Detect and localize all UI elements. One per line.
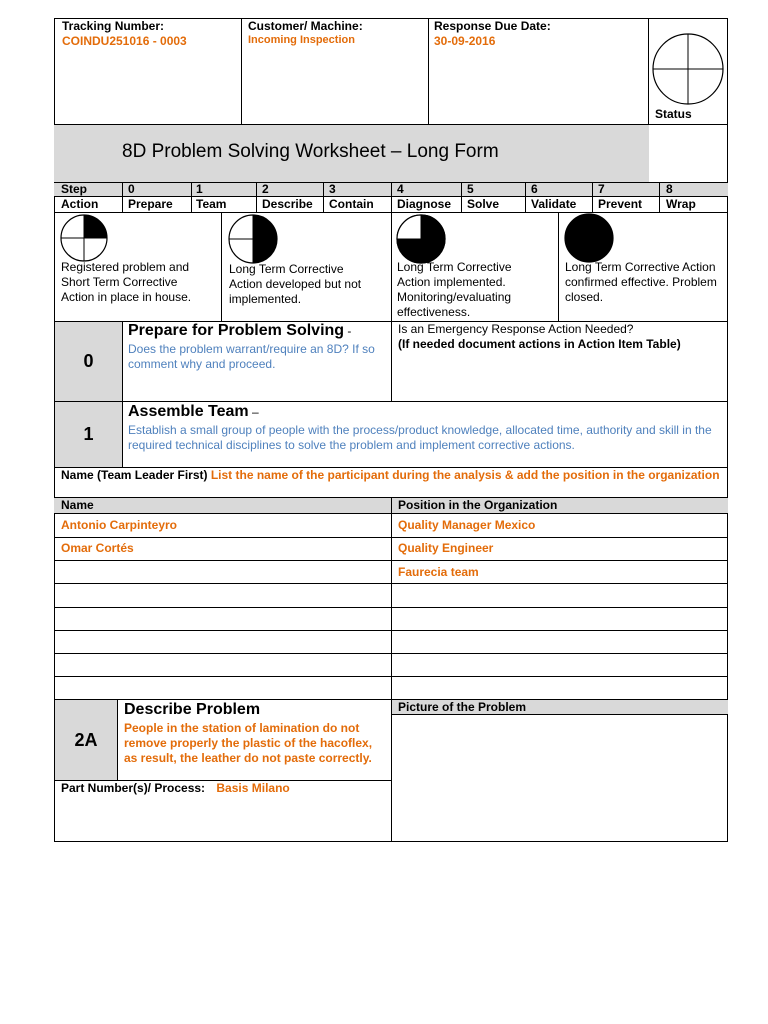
- table-row: [54, 607, 728, 608]
- member-position: Quality Engineer: [398, 541, 494, 555]
- legend-text: Long Term Corrective Action implemented. Monitoring/evaluating effectiveness.: [397, 260, 512, 319]
- step-number: 3: [329, 182, 336, 196]
- step-divider: [592, 182, 593, 197]
- section2a-divider: [117, 700, 118, 780]
- member-position: Faurecia team: [398, 565, 479, 579]
- action-divider: [525, 196, 526, 212]
- half-filled-circle-icon: [227, 213, 279, 265]
- page-title: 8D Problem Solving Worksheet – Long Form: [122, 141, 499, 162]
- due-date-cell: [428, 18, 649, 124]
- title-bar: [54, 124, 649, 182]
- action-wrap: Wrap: [666, 197, 696, 211]
- action-divider: [122, 196, 123, 212]
- section0-heading-suffix: -: [344, 324, 352, 338]
- step-number: 1: [196, 182, 203, 196]
- section2a-number: 2A: [74, 730, 98, 750]
- member-name: Omar Cortés: [61, 541, 134, 555]
- step-number: 5: [467, 182, 474, 196]
- team-table-divider: [391, 497, 392, 700]
- section0-title: [128, 322, 351, 340]
- action-solve: Solve: [467, 197, 500, 211]
- section1-divider: [122, 402, 123, 467]
- full-filled-circle-icon: [563, 212, 615, 264]
- step-divider: [256, 182, 257, 197]
- section0-divider: [391, 322, 392, 402]
- team-name-instruction: [61, 468, 721, 483]
- table-row: [54, 537, 728, 538]
- table-row: [54, 653, 728, 654]
- step-number: 0: [128, 182, 135, 196]
- status-cell: [648, 18, 728, 183]
- three-quarter-filled-circle-icon: [395, 213, 447, 265]
- section0-number-cell: [55, 322, 122, 401]
- section0-heading: Prepare for Problem Solving: [128, 322, 345, 339]
- emergency-question: Is an Emergency Response Action Needed?: [398, 322, 634, 336]
- legend-item: [559, 212, 728, 322]
- quarter-filled-circle-icon: [59, 213, 109, 263]
- action-validate: Validate: [531, 197, 577, 211]
- part-number-value: Basis Milano: [216, 781, 290, 795]
- step-label: Step: [61, 182, 88, 196]
- section1-number: 1: [83, 424, 94, 444]
- section1-heading-suffix: –: [248, 405, 259, 419]
- action-prevent: Prevent: [598, 197, 643, 211]
- section0-number: 0: [83, 351, 94, 371]
- tracking-value: COINDU251016 - 0003: [62, 34, 187, 48]
- section0-divider: [122, 322, 123, 402]
- section2a-heading: Describe Problem: [124, 701, 261, 718]
- action-divider: [256, 196, 257, 212]
- action-contain: Contain: [329, 197, 374, 211]
- member-position: Quality Manager Mexico: [398, 518, 536, 532]
- legend-item: [222, 212, 391, 322]
- col-name-header: Name: [61, 498, 94, 512]
- section2a-number-cell: [55, 700, 117, 780]
- legend-item: [392, 212, 558, 322]
- part-number-label: Part Number(s)/ Process:: [61, 781, 206, 795]
- due-date-value: 30-09-2016: [434, 34, 496, 48]
- section1-number-cell: [55, 402, 122, 467]
- tracking-cell: [54, 18, 242, 124]
- step-number: 6: [531, 182, 538, 196]
- legend-text: Long Term Corrective Action confirmed effective. Problem closed.: [565, 260, 717, 304]
- customer-cell: [241, 18, 429, 124]
- action-divider: [592, 196, 593, 212]
- action-divider: [659, 196, 660, 212]
- table-row: [54, 560, 728, 561]
- team-name-note: List the name of the participant during the analysis & add the position in the organization: [207, 468, 720, 482]
- customer-value: Incoming Inspection: [248, 34, 355, 46]
- member-name: Antonio Carpinteyro: [61, 518, 177, 532]
- table-row: [54, 630, 728, 631]
- section1-title: [128, 403, 259, 421]
- action-prepare: Prepare: [128, 197, 173, 211]
- step-divider: [122, 182, 123, 197]
- section1-heading: Assemble Team: [128, 403, 249, 420]
- step-divider: [323, 182, 324, 197]
- action-divider: [391, 196, 392, 212]
- action-team: Team: [196, 197, 227, 211]
- status-label: Status: [655, 107, 692, 121]
- col-position-header: Position in the Organization: [398, 498, 558, 512]
- step-divider: [659, 182, 660, 197]
- table-row: [54, 513, 728, 514]
- legend-text: Registered problem and Short Term Corrective Action in place in house.: [61, 260, 192, 304]
- emergency-note: (If needed document actions in Action Item Table): [398, 337, 681, 351]
- step-number: 4: [397, 182, 404, 196]
- table-row: [54, 583, 728, 584]
- legend-item: [54, 212, 221, 322]
- section2a-divider: [391, 700, 392, 842]
- part-number-line: [61, 781, 290, 795]
- step-divider: [525, 182, 526, 197]
- tracking-label: Tracking Number:: [62, 19, 165, 33]
- action-divider: [461, 196, 462, 212]
- step-divider: [191, 182, 192, 197]
- action-divider: [323, 196, 324, 212]
- step-divider: [391, 182, 392, 197]
- step-number: 2: [262, 182, 269, 196]
- legend-text: Long Term Corrective Action developed but not implemented.: [229, 262, 362, 306]
- step-divider: [461, 182, 462, 197]
- action-divider: [191, 196, 192, 212]
- customer-label: Customer/ Machine:: [248, 19, 363, 33]
- status-divider: [648, 124, 728, 125]
- section2a-description: People in the station of lamination do not remove properly the plastic of the hacoflex, as result, the leather do not paste correctly.: [124, 721, 373, 765]
- action-diagnose: Diagnose: [397, 197, 452, 211]
- section1-description: Establish a small group of people with the process/product knowledge, allocated time, authority and skill in the required technical disciplines to solve the problem and implement corrective actions.: [128, 423, 712, 452]
- status-crosshair-icon: [651, 32, 725, 106]
- table-row: [54, 676, 728, 677]
- section1-top: [54, 401, 728, 402]
- picture-label: Picture of the Problem: [398, 700, 527, 714]
- section0-description: Does the problem warrant/require an 8D? If so comment why and proceed.: [128, 342, 375, 371]
- step-number: 8: [666, 182, 673, 196]
- action-label: Action: [61, 197, 99, 211]
- action-describe: Describe: [262, 197, 313, 211]
- due-date-label: Response Due Date:: [434, 19, 551, 33]
- step-number: 7: [598, 182, 605, 196]
- team-name-label: Name (Team Leader First): [61, 468, 208, 482]
